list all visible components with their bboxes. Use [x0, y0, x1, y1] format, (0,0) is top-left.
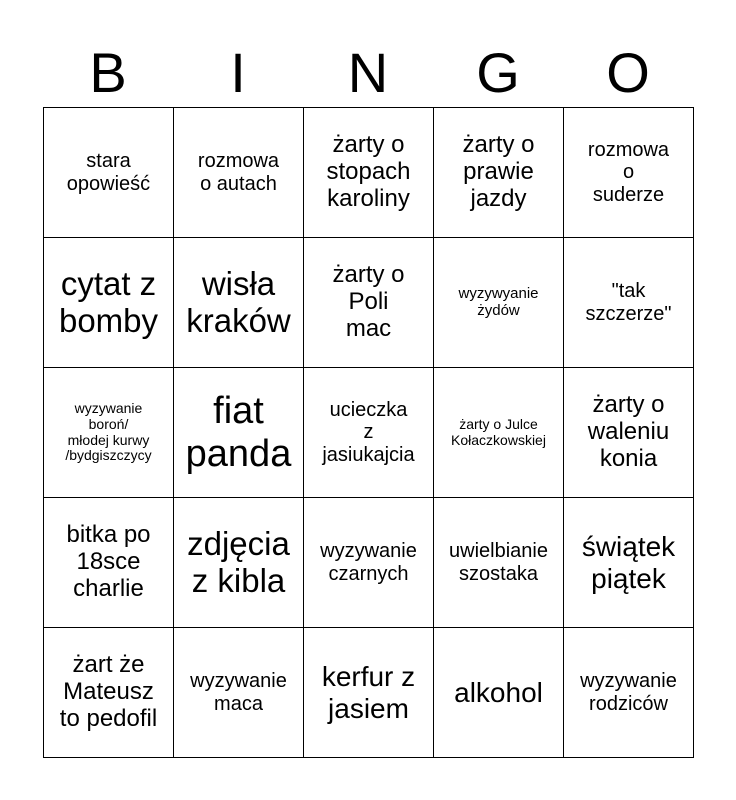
bingo-cell: alkohol [434, 628, 564, 758]
bingo-header [43, 40, 693, 106]
bingo-row [44, 108, 694, 238]
bingo-cell: żarty o waleniu konia [564, 368, 694, 498]
header-letter-o: O [606, 41, 650, 104]
bingo-cell: wisła kraków [174, 238, 304, 368]
bingo-cell: żart że Mateusz to pedofil [44, 628, 174, 758]
bingo-cell: kerfur z jasiem [304, 628, 434, 758]
bingo-cell: żarty o Poli mac [304, 238, 434, 368]
bingo-cell: świątek piątek [564, 498, 694, 628]
bingo-cell: ucieczka z jasiukajcia [304, 368, 434, 498]
bingo-cell: fiat panda [174, 368, 304, 498]
bingo-cell: wyzywanie czarnych [304, 498, 434, 628]
bingo-cell: stara opowieść [44, 108, 174, 238]
bingo-cell: wyzywanie maca [174, 628, 304, 758]
header-letter-b: B [89, 41, 127, 104]
bingo-cell: uwielbianie szostaka [434, 498, 564, 628]
bingo-card [43, 107, 694, 758]
bingo-cell: rozmowa o suderze [564, 108, 694, 238]
bingo-row [44, 238, 694, 368]
bingo-cell: rozmowa o autach [174, 108, 304, 238]
bingo-row [44, 498, 694, 628]
bingo-cell: wyzywyanie żydów [434, 238, 564, 368]
bingo-cell: "tak szczerze" [564, 238, 694, 368]
bingo-cell: żarty o stopach karoliny [304, 108, 434, 238]
bingo-row [44, 368, 694, 498]
bingo-cell: żarty o prawie jazdy [434, 108, 564, 238]
bingo-cell: bitka po 18sce charlie [44, 498, 174, 628]
bingo-cell: cytat z bomby [44, 238, 174, 368]
bingo-cell: żarty o Julce Kołaczkowskiej [434, 368, 564, 498]
bingo-cell: wyzywanie rodziców [564, 628, 694, 758]
bingo-cell: zdjęcia z kibla [174, 498, 304, 628]
header-letter-n: N [347, 41, 389, 104]
bingo-row [44, 628, 694, 758]
bingo-cell: wyzywanie boroń/ młodej kurwy /bydgiszczycy [44, 368, 174, 498]
header-letter-i: I [230, 41, 246, 104]
header-letter-g: G [476, 41, 520, 104]
